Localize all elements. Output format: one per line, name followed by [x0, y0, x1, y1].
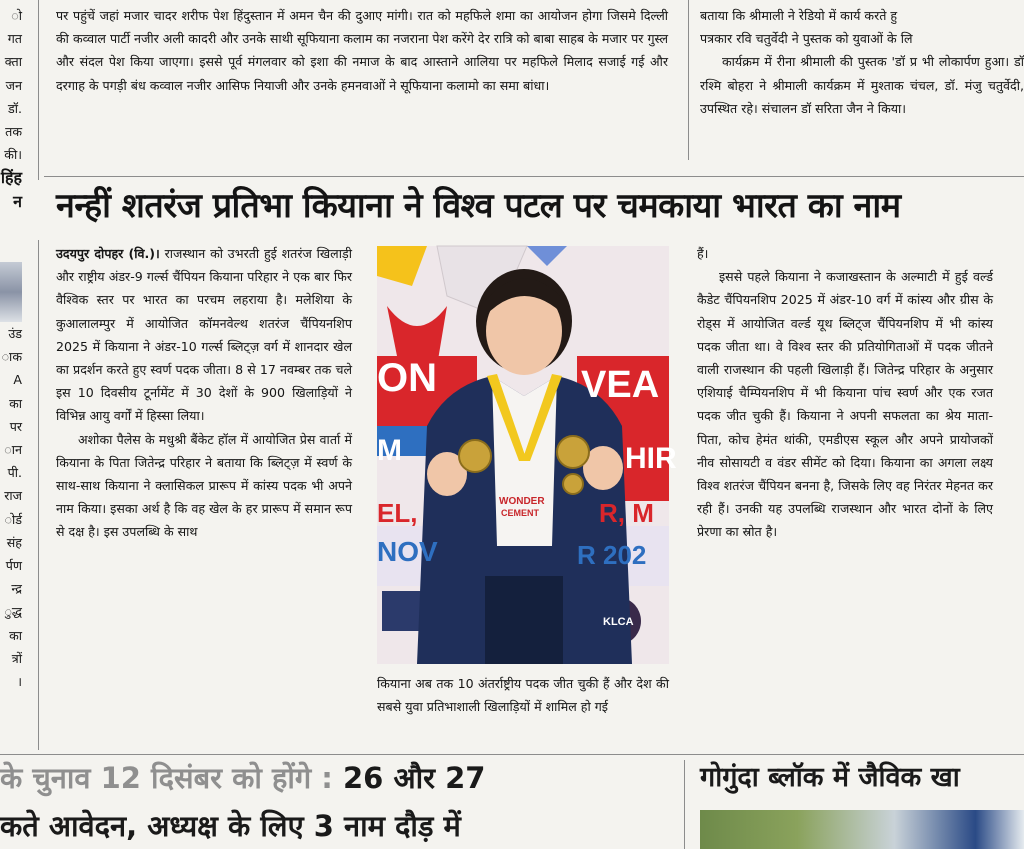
right-line: बताया कि श्रीमाली ने रेडियो में कार्य करते हु [700, 8, 898, 23]
bottom-headline-left-2: कते आवेदन, अध्यक्ष के लिए 3 नाम दौड़ में [0, 809, 461, 843]
article-paragraph [56, 242, 352, 428]
banner-text: M [377, 434, 402, 467]
fragment: का [9, 395, 22, 411]
fragment: क्ता [4, 54, 22, 70]
headline-dark-part: 26 और 27 [332, 761, 486, 795]
fragment: की। [4, 147, 22, 163]
fragment: जन [5, 77, 22, 93]
banner-text: HIR [625, 442, 677, 475]
column-rule [688, 0, 689, 160]
bottom-right-photo [700, 810, 1024, 849]
banner-text: VEA [581, 364, 660, 406]
dateline: उदयपुर दोपहर (वि.)। [56, 246, 160, 261]
right-line: पत्रकार रवि चतुर्वेदी ने पुस्तक को युवाओं के लि [700, 31, 913, 47]
fragment: पर [9, 418, 22, 434]
fragment: ाक [1, 349, 22, 365]
fragment: गत [7, 31, 22, 47]
shirt-logo-text: WONDER [499, 496, 545, 507]
fragment: उंड [8, 326, 22, 341]
article-paragraph: हैं। [697, 246, 709, 261]
fragment: A [13, 372, 22, 388]
fragment: न [13, 191, 22, 211]
banner-text: NOV [377, 536, 438, 567]
article-column-1 [56, 242, 352, 752]
banner-text: R 202 [577, 540, 647, 570]
headline-grey-part: के चुनाव 12 दिसंबर को होंगे : [0, 761, 333, 795]
article-photo [377, 246, 677, 664]
fragment: डॉ. [7, 100, 22, 116]
article-column-2 [377, 672, 669, 752]
fragment: ान [4, 442, 22, 458]
fragment: पी. [7, 465, 22, 481]
fragment: संह [6, 534, 22, 550]
right-paragraph: कार्यक्रम में रीना श्रीमाली की पुस्तक 'डॉ प्र भी लोकार्पण हुआ। डॉ रश्मि बोहरा ने श्रीमाली कार्यक्रम में मुश्ताक चंचल, डॉ. मंजु चतुर्वेदी, उपस्थित रहे। संचालन डॉ सरिता जैन ने किया। [700, 54, 1024, 116]
article-paragraph: अशोका पैलेस के मधुश्री बैंकेट हॉल में आयोजित प्रेस वार्ता में कियाना के पिता जितेन्द्र परिहार ने बताया कि ब्लिट्ज़ में स्वर्ण के साथ-साथ कियाना ने क्लासिकल प्रारूप में कांस्य पदक भी अपने नाम किया। इसका अर्थ है कि वह खेल के हर प्रारूप में समान रूप से दक्ष है। इस उपलब्धि के साथ [56, 431, 352, 540]
banner-text: R, M [599, 498, 654, 528]
left-column-fragment-lower [0, 322, 22, 752]
bottom-headline-right: गोगुंदा ब्लॉक में जैविक खा [700, 762, 960, 793]
paragraph-text: राजस्थान को उभरती हुई शतरंज खिलाड़ी और राष्ट्रीय अंडर-9 गर्ल्स चैंपियन कियाना परिहार ने एक बार फिर वैश्विक स्तर पर भारत का परचम लहराया है। मलेशिया के कुआलालम्पुर में आयोजित कॉमनवेल्थ शतरंज चैंपियनशिप 2025 में कियाना ने अंडर-10 गर्ल्स ब्लिट्ज़ वर्ग में शानदार खेल का प्रदर्शन करते हुए स्वर्ण पदक जीता। 8 से 17 नवम्बर तक चले इस 10 दिवसीय टूर्नामेंट में 30 देशों के 900 खिलाड़ियों ने विभिन्न आयु वर्गों में हिस्सा लिया। [56, 246, 352, 424]
previous-article-text [56, 4, 668, 164]
right-previous-article [700, 4, 1024, 164]
fragment: । [17, 674, 22, 690]
banner-text: EL, [377, 498, 418, 528]
column-rule [38, 0, 39, 180]
fragment: ो [11, 8, 22, 23]
bottom-rule [0, 754, 1024, 755]
previous-article-paragraph: पर पहुंचें जहां मजार चादर शरीफ पेश हिंदुस्तान में अमन चैन की दुआए मांगी। रात को महफिले शमा का आयोजन होगा जिसमे दिल्ली की कव्वाल पार्टी नजीर अली कादरी और उनके साथी सूफियाना कलाम का नजराना पेश करेंगे देर रात्रि को बाबा साहब के मजार पर गुस्ल और संदल पेश किया जाएगा। इससे पूर्व मंगलवार को इशा की नमाज के बाद आस्ताने आलिया पर महफिले मिलाद सजाई गई और दरगाह के पगड़ी बंध कव्वाल नजीर आसिफ नियाजी और उनके हमनवाओं ने सूफियाना कलामो का समा बांधा। [56, 8, 668, 93]
fragment: राज [4, 488, 22, 504]
left-edge-image-sliver [0, 262, 22, 322]
fragment: का [9, 627, 22, 643]
column-rule [38, 240, 39, 750]
shirt-logo-text: CEMENT [501, 508, 539, 518]
fragment: तक [5, 124, 22, 140]
article-column-3 [697, 242, 993, 752]
banner-text: KLCA [603, 616, 634, 628]
left-column-fragment-top [0, 4, 22, 244]
article-paragraph: कियाना अब तक 10 अंतर्राष्ट्रीय पदक जीत चुकी हैं और देश की सबसे युवा प्रतिभाशाली खिलाड़ियों में शामिल हो गई [377, 676, 669, 715]
fragment: ुद्ध [4, 604, 22, 620]
headline-rule [44, 176, 1024, 177]
fragment: न्द्र [11, 581, 22, 597]
column-rule [684, 760, 685, 849]
article-headline: नन्हीं शतरंज प्रतिभा कियाना ने विश्व पटल पर चमकाया भारत का नाम [56, 186, 901, 226]
fragment: हिंह [0, 168, 22, 188]
fragment: त्रों [11, 650, 22, 666]
fragment: ोर्ड [4, 511, 22, 527]
article-paragraph: इससे पहले कियाना ने कजाखस्तान के अल्माटी में हुई वर्ल्ड कैडेट चैंपियनशिप 2025 में अंडर-10 वर्ग में कांस्य और ग्रीस के रोड्स में आयोजित वर्ल्ड यूथ ब्लिट्ज चैंपियनशिप में भी कांस्य पदक जीता था। वे विश्व स्तर की प्रतियोगिताओं में पदक जीतने वाली राजस्थान की पहली खिलाड़ी हैं। जितेन्द्र परिहार के अनुसार एशियाई चैम्पियनशिप में भी कियाना पांच स्वर्ण और एक रजत पदक जीत चुकी हैं। कियाना ने अपनी सफलता का श्रेय माता-पिता, कोच हेमंत थांकी, एमडीएस स्कूल और अपने प्रायोजकों नीव सोसायटी व वंडर सीमेंट को दिया। कियाना का अगला लक्ष्य विश्व शतरंज चैंपियन बनना है, जिसके लिए वह निरंतर मेहनत कर रही हैं। उनकी यह उपलब्धि राजस्थान और भारत दोनों के लिए प्रेरणा का स्रोत है। [697, 269, 993, 540]
fragment: र्पण [5, 558, 22, 574]
banner-text: ON [377, 356, 437, 400]
bottom-headline-left-1 [0, 760, 680, 800]
